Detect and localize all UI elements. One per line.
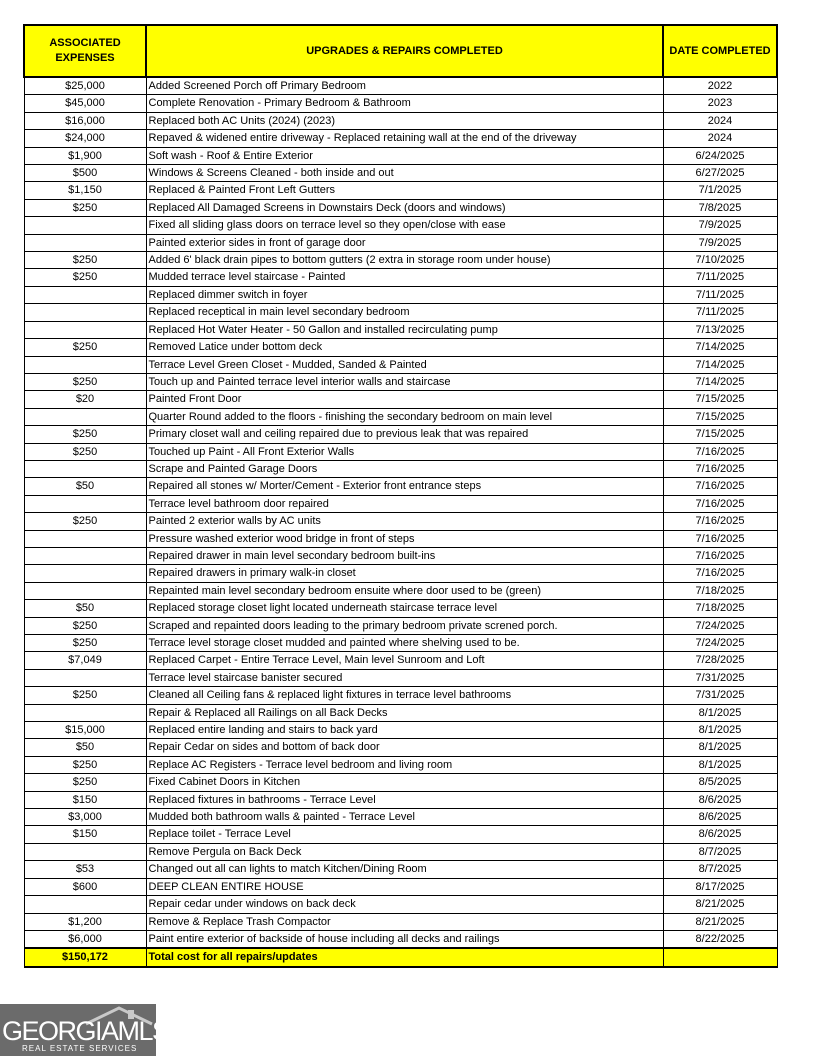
row-date: 2023 xyxy=(663,95,777,112)
table-row xyxy=(24,547,777,564)
row-description: Windows & Screens Cleaned - both inside and out xyxy=(146,165,663,182)
row-amount: $16,000 xyxy=(24,112,146,129)
repairs-table xyxy=(23,24,778,968)
row-description: Touch up and Painted terrace level interior walls and staircase xyxy=(146,373,663,390)
header-row xyxy=(24,25,777,77)
row-date: 7/10/2025 xyxy=(663,252,777,269)
row-description: Replaced receptical in main level secondary bedroom xyxy=(146,304,663,321)
row-amount: $53 xyxy=(24,861,146,878)
row-description: Terrace level staircase banister secured xyxy=(146,669,663,686)
table-row xyxy=(24,252,777,269)
row-date: 7/16/2025 xyxy=(663,478,777,495)
row-date: 8/5/2025 xyxy=(663,774,777,791)
row-amount xyxy=(24,356,146,373)
header-expenses: ASSOCIATED EXPENSES xyxy=(24,25,146,77)
row-date: 7/14/2025 xyxy=(663,339,777,356)
row-description: Repaired all stones w/ Morter/Cement - Exterior front entrance steps xyxy=(146,478,663,495)
row-description: Remove & Replace Trash Compactor xyxy=(146,913,663,930)
row-amount: $250 xyxy=(24,339,146,356)
row-date: 8/1/2025 xyxy=(663,756,777,773)
logo-brand-text: GEORGIAMLS xyxy=(2,1016,169,1046)
row-description: Replaced Hot Water Heater - 50 Gallon and installed recirculating pump xyxy=(146,321,663,338)
table-row xyxy=(24,896,777,913)
row-date: 7/16/2025 xyxy=(663,547,777,564)
row-amount: $7,049 xyxy=(24,652,146,669)
table-row xyxy=(24,774,777,791)
row-amount xyxy=(24,669,146,686)
row-amount: $250 xyxy=(24,426,146,443)
table-row xyxy=(24,826,777,843)
row-amount xyxy=(24,234,146,251)
row-date: 7/15/2025 xyxy=(663,408,777,425)
table-row xyxy=(24,722,777,739)
row-date: 2024 xyxy=(663,130,777,147)
table-row xyxy=(24,199,777,216)
row-date: 7/14/2025 xyxy=(663,356,777,373)
row-amount: $250 xyxy=(24,252,146,269)
table-row xyxy=(24,687,777,704)
row-date: 7/16/2025 xyxy=(663,460,777,477)
row-amount: $150 xyxy=(24,826,146,843)
row-description: Pressure washed exterior wood bridge in front of steps xyxy=(146,530,663,547)
row-amount: $250 xyxy=(24,687,146,704)
row-amount: $25,000 xyxy=(24,77,146,95)
row-amount: $250 xyxy=(24,513,146,530)
row-date: 2024 xyxy=(663,112,777,129)
table-row xyxy=(24,408,777,425)
row-description: Replaced both AC Units (2024) (2023) xyxy=(146,112,663,129)
row-date: 8/17/2025 xyxy=(663,878,777,895)
row-amount xyxy=(24,286,146,303)
row-description: Primary closet wall and ceiling repaired due to previous leak that was repaired xyxy=(146,426,663,443)
table-row xyxy=(24,269,777,286)
table-row xyxy=(24,809,777,826)
table-row xyxy=(24,460,777,477)
row-description: Repair cedar under windows on back deck xyxy=(146,896,663,913)
table-row xyxy=(24,513,777,530)
row-description: Terrace level bathroom door repaired xyxy=(146,495,663,512)
row-amount: $6,000 xyxy=(24,930,146,948)
row-date: 8/7/2025 xyxy=(663,843,777,860)
table-row xyxy=(24,304,777,321)
row-amount: $50 xyxy=(24,478,146,495)
row-description: Scraped and repainted doors leading to the primary bedroom private screned porch. xyxy=(146,617,663,634)
table-row xyxy=(24,495,777,512)
table-row xyxy=(24,635,777,652)
row-amount: $250 xyxy=(24,635,146,652)
row-description: Replaced fixtures in bathrooms - Terrace Level xyxy=(146,791,663,808)
row-amount: $500 xyxy=(24,165,146,182)
table-row xyxy=(24,843,777,860)
table-row xyxy=(24,878,777,895)
row-date: 7/1/2025 xyxy=(663,182,777,199)
row-description: Painted 2 exterior walls by AC units xyxy=(146,513,663,530)
row-description: Cleaned all Ceiling fans & replaced light fixtures in terrace level bathrooms xyxy=(146,687,663,704)
row-amount xyxy=(24,582,146,599)
table-row xyxy=(24,426,777,443)
table-row xyxy=(24,861,777,878)
row-amount: $24,000 xyxy=(24,130,146,147)
table-row xyxy=(24,478,777,495)
row-description: Painted Front Door xyxy=(146,391,663,408)
row-amount: $3,000 xyxy=(24,809,146,826)
row-description: Remove Pergula on Back Deck xyxy=(146,843,663,860)
row-date: 7/14/2025 xyxy=(663,373,777,390)
row-amount xyxy=(24,460,146,477)
table-row xyxy=(24,356,777,373)
row-amount xyxy=(24,547,146,564)
row-amount: $50 xyxy=(24,739,146,756)
table-row xyxy=(24,95,777,112)
row-amount: $1,200 xyxy=(24,913,146,930)
row-date: 7/9/2025 xyxy=(663,234,777,251)
row-date: 7/16/2025 xyxy=(663,513,777,530)
row-date: 7/18/2025 xyxy=(663,600,777,617)
table-row xyxy=(24,321,777,338)
row-amount: $150 xyxy=(24,791,146,808)
row-amount: $600 xyxy=(24,878,146,895)
row-date: 8/6/2025 xyxy=(663,809,777,826)
row-amount xyxy=(24,565,146,582)
row-description: Repaired drawers in primary walk-in closet xyxy=(146,565,663,582)
total-row xyxy=(24,948,777,966)
row-description: Terrace level storage closet mudded and painted where shelving used to be. xyxy=(146,635,663,652)
table-row xyxy=(24,165,777,182)
row-amount xyxy=(24,321,146,338)
row-date: 6/24/2025 xyxy=(663,147,777,164)
row-date: 7/15/2025 xyxy=(663,426,777,443)
row-amount: $250 xyxy=(24,774,146,791)
row-amount: $45,000 xyxy=(24,95,146,112)
row-description: Repaired drawer in main level secondary bedroom built-ins xyxy=(146,547,663,564)
table-row xyxy=(24,391,777,408)
row-amount: $250 xyxy=(24,269,146,286)
row-amount: $1,150 xyxy=(24,182,146,199)
row-date: 7/31/2025 xyxy=(663,669,777,686)
row-date: 7/16/2025 xyxy=(663,495,777,512)
row-description: Quarter Round added to the floors - finishing the secondary bedroom on main level xyxy=(146,408,663,425)
row-date: 8/1/2025 xyxy=(663,704,777,721)
row-amount xyxy=(24,530,146,547)
row-amount: $250 xyxy=(24,756,146,773)
row-description: Fixed Cabinet Doors in Kitchen xyxy=(146,774,663,791)
row-description: Mudded both bathroom walls & painted - Terrace Level xyxy=(146,809,663,826)
table-body xyxy=(24,77,777,948)
row-description: Added Screened Porch off Primary Bedroom xyxy=(146,77,663,95)
row-date: 7/9/2025 xyxy=(663,217,777,234)
row-description: Replace AC Registers - Terrace level bedroom and living room xyxy=(146,756,663,773)
row-date: 7/11/2025 xyxy=(663,269,777,286)
table-row xyxy=(24,600,777,617)
row-amount xyxy=(24,495,146,512)
row-date: 7/28/2025 xyxy=(663,652,777,669)
table-row xyxy=(24,217,777,234)
total-amount: $150,172 xyxy=(24,948,146,966)
table-row xyxy=(24,582,777,599)
row-description: Added 6' black drain pipes to bottom gutters (2 extra in storage room under house) xyxy=(146,252,663,269)
row-amount: $15,000 xyxy=(24,722,146,739)
row-date: 7/31/2025 xyxy=(663,687,777,704)
table-row xyxy=(24,739,777,756)
row-date: 7/13/2025 xyxy=(663,321,777,338)
row-description: Soft wash - Roof & Entire Exterior xyxy=(146,147,663,164)
table-row xyxy=(24,234,777,251)
row-description: Repair & Replaced all Railings on all Back Decks xyxy=(146,704,663,721)
row-description: Scrape and Painted Garage Doors xyxy=(146,460,663,477)
header-upgrades: UPGRADES & REPAIRS COMPLETED xyxy=(146,25,663,77)
row-description: Replaced Carpet - Entire Terrace Level, Main level Sunroom and Loft xyxy=(146,652,663,669)
row-date: 7/24/2025 xyxy=(663,635,777,652)
row-date: 8/22/2025 xyxy=(663,930,777,948)
table-row xyxy=(24,182,777,199)
row-amount: $250 xyxy=(24,443,146,460)
table-row xyxy=(24,339,777,356)
row-description: Touched up Paint - All Front Exterior Walls xyxy=(146,443,663,460)
row-date: 7/16/2025 xyxy=(663,565,777,582)
row-description: Replaced storage closet light located underneath staircase terrace level xyxy=(146,600,663,617)
row-description: Mudded terrace level staircase - Painted xyxy=(146,269,663,286)
table-row xyxy=(24,756,777,773)
row-description: Replaced & Painted Front Left Gutters xyxy=(146,182,663,199)
row-date: 7/11/2025 xyxy=(663,286,777,303)
table-row xyxy=(24,286,777,303)
row-amount xyxy=(24,304,146,321)
row-amount xyxy=(24,408,146,425)
table-row xyxy=(24,704,777,721)
row-description: Complete Renovation - Primary Bedroom & Bathroom xyxy=(146,95,663,112)
row-description: Terrace Level Green Closet - Mudded, Sanded & Painted xyxy=(146,356,663,373)
header-date: DATE COMPLETED xyxy=(663,25,777,77)
row-description: Removed Latice under bottom deck xyxy=(146,339,663,356)
table-row xyxy=(24,373,777,390)
row-date: 6/27/2025 xyxy=(663,165,777,182)
table-row xyxy=(24,130,777,147)
total-date xyxy=(663,948,777,966)
row-amount: $250 xyxy=(24,373,146,390)
row-description: Replaced dimmer switch in foyer xyxy=(146,286,663,303)
row-date: 8/1/2025 xyxy=(663,722,777,739)
row-amount xyxy=(24,843,146,860)
row-amount xyxy=(24,217,146,234)
row-amount: $1,900 xyxy=(24,147,146,164)
row-amount: $50 xyxy=(24,600,146,617)
row-amount: $20 xyxy=(24,391,146,408)
table-row xyxy=(24,669,777,686)
table-row xyxy=(24,147,777,164)
table-row xyxy=(24,617,777,634)
row-amount xyxy=(24,896,146,913)
row-description: Fixed all sliding glass doors on terrace level so they open/close with ease xyxy=(146,217,663,234)
row-date: 8/6/2025 xyxy=(663,791,777,808)
row-amount xyxy=(24,704,146,721)
table-row xyxy=(24,791,777,808)
row-amount: $250 xyxy=(24,617,146,634)
row-description: Replaced All Damaged Screens in Downstairs Deck (doors and windows) xyxy=(146,199,663,216)
row-description: Paint entire exterior of backside of house including all decks and railings xyxy=(146,930,663,948)
row-date: 8/6/2025 xyxy=(663,826,777,843)
row-date: 7/18/2025 xyxy=(663,582,777,599)
row-date: 7/16/2025 xyxy=(663,530,777,547)
row-date: 8/7/2025 xyxy=(663,861,777,878)
table-row xyxy=(24,77,777,95)
table-row xyxy=(24,565,777,582)
row-date: 7/15/2025 xyxy=(663,391,777,408)
table-row xyxy=(24,443,777,460)
row-description: Replaced entire landing and stairs to back yard xyxy=(146,722,663,739)
row-date: 2022 xyxy=(663,77,777,95)
row-description: Repaved & widened entire driveway - Replaced retaining wall at the end of the driveway xyxy=(146,130,663,147)
table-row xyxy=(24,530,777,547)
georgia-mls-logo xyxy=(0,1004,169,1056)
row-date: 7/16/2025 xyxy=(663,443,777,460)
table-row xyxy=(24,913,777,930)
row-description: Painted exterior sides in front of garage door xyxy=(146,234,663,251)
row-date: 8/1/2025 xyxy=(663,739,777,756)
row-date: 7/11/2025 xyxy=(663,304,777,321)
row-date: 7/8/2025 xyxy=(663,199,777,216)
row-description: Repainted main level secondary bedroom ensuite where door used to be (green) xyxy=(146,582,663,599)
row-description: Replace toilet - Terrace Level xyxy=(146,826,663,843)
row-amount: $250 xyxy=(24,199,146,216)
table-row xyxy=(24,930,777,948)
row-date: 8/21/2025 xyxy=(663,913,777,930)
logo-subtitle: REAL ESTATE SERVICES xyxy=(22,1044,138,1053)
row-date: 7/24/2025 xyxy=(663,617,777,634)
row-description: DEEP CLEAN ENTIRE HOUSE xyxy=(146,878,663,895)
row-date: 8/21/2025 xyxy=(663,896,777,913)
row-description: Repair Cedar on sides and bottom of back door xyxy=(146,739,663,756)
total-label: Total cost for all repairs/updates xyxy=(146,948,663,966)
row-description: Changed out all can lights to match Kitchen/Dining Room xyxy=(146,861,663,878)
table-row xyxy=(24,652,777,669)
table-row xyxy=(24,112,777,129)
